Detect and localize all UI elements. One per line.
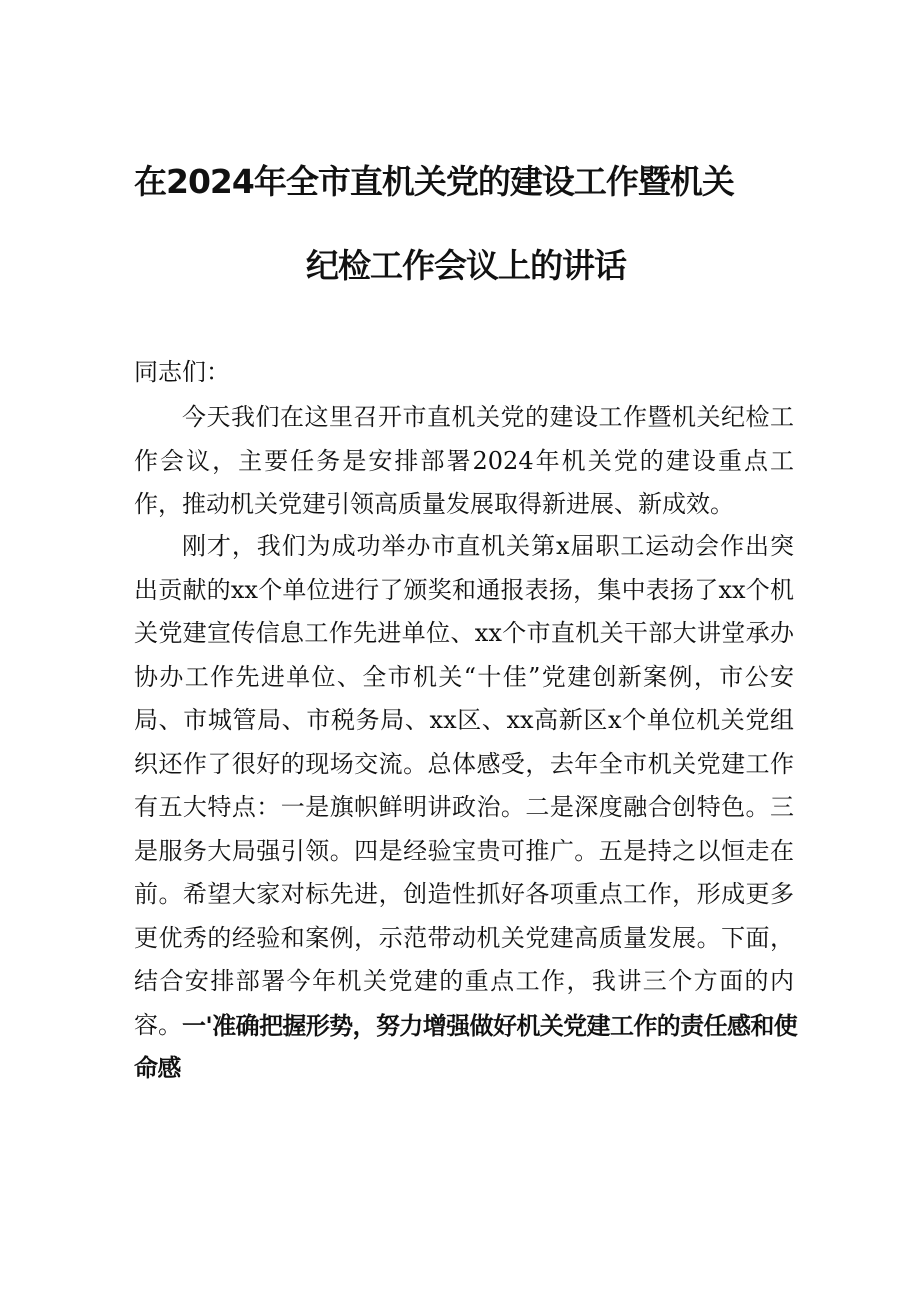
salutation: 同志们：: [134, 358, 230, 386]
document-title-line-1: 在2024年全市直机关党的建设工作暨机关: [134, 162, 734, 201]
document-title-line-2: 纪检工作会议上的讲话: [306, 246, 626, 285]
paragraph-review: 刚才，我们为成功举办市直机关第x届职工运动会作出突出贡献的xx个单位进行了颁奖和通报表扬，集中表扬了xx个机关党建宣传信息工作先进单位、xx个市直机关干部大讲堂承办协办工作先进单位、全市机关“十佳”党建创新案例，市公安局、市城管局、市税务局、xx区、xx高新区x个单位机关党组织还作了很好的现场交流。总体感受，去年全市机关党建工作有五大特点：一是旗帜鲜明讲政治。二是深度融合创特色。三是服务大局强引领。四是经验宝贵可推广。五是持之以恒走在前。希望大家对标先进，创造性抓好各项重点工作，形成更多更优秀的经验和案例，示范带动机关党建高质量发展。下面，结合安排部署今年机关党建的重点工作，我讲三个方面的内容。: [134, 532, 794, 1039]
section-heading-1: 一'准确把握形势，努力增强做好机关党建工作的责任感和使命感: [134, 1012, 798, 1082]
paragraph-opening: 今天我们在这里召开市直机关党的建设工作暨机关纪检工作会议，主要任务是安排部署2024年机关党的建设重点工作，推动机关党建引领高质量发展取得新进展、新成效。: [134, 403, 794, 518]
